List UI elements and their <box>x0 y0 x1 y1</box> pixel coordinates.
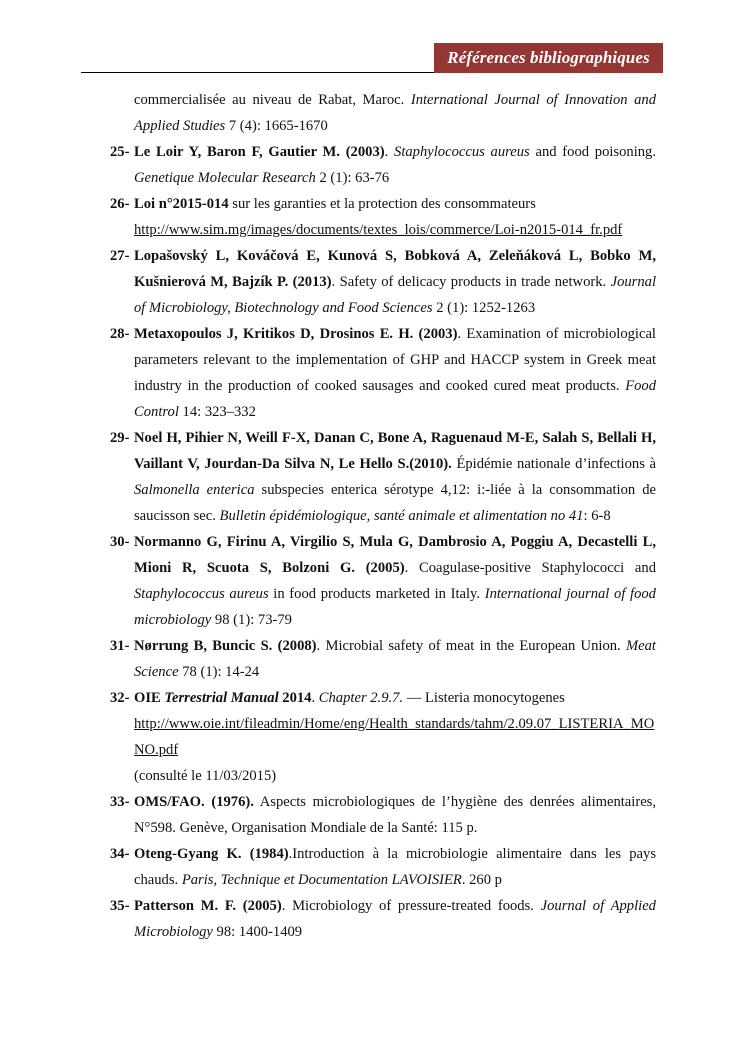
reference-31 <box>110 633 656 685</box>
reference-title-continued: subspecies enterica sérotype 4,12: i:-liée à la consommation de saucisson sec. <box>134 482 656 524</box>
reference-27 <box>110 243 656 321</box>
reference-number: 33- <box>110 794 130 810</box>
reference-title-italic: Staphylococcus aureus <box>394 144 530 160</box>
reference-title: . Safety of delicacy products in trade network. <box>331 274 607 290</box>
reference-number: 29- <box>110 430 130 446</box>
continuation-details: 7 (4): 1665-1670 <box>225 118 328 134</box>
reference-details: 2 (1): 63-76 <box>315 170 390 186</box>
reference-title-italic: Salmonella enterica <box>134 482 255 498</box>
reference-authors: Patterson M. F. (2005) <box>134 898 282 914</box>
reference-32 <box>110 685 656 789</box>
reference-number: 32- <box>110 690 130 706</box>
reference-journal: Bulletin épidémiologique, santé animale et alimentation no 41 <box>219 508 584 524</box>
reference-29 <box>110 425 656 529</box>
reference-journal: Journal of Microbiology, Biotechnology and Food Sciences <box>134 274 656 316</box>
reference-journal: International journal of food microbiology <box>134 586 656 628</box>
reference-journal: Genetique Molecular Research <box>134 170 316 186</box>
reference-journal: Paris, Technique et Documentation LAVOISIER <box>181 872 462 888</box>
reference-title: .Introduction à la microbiologie alimentaire dans les pays chauds. <box>134 846 656 888</box>
reference-title: . Examination of microbiological parameters relevant to the implementation of GHP and HACCP system in Greek meat industry in the production of cooked sausages and cooked cured meat products. <box>134 326 656 394</box>
continuation-text: commercialisée au niveau de Rabat, Maroc. <box>134 92 411 108</box>
reference-consulted: (consulté le 11/03/2015) <box>134 768 277 784</box>
reference-number: 27- <box>110 248 130 264</box>
section-title: Références bibliographiques <box>434 43 663 73</box>
reference-details: 98: 1400-1409 <box>212 924 303 940</box>
reference-title: Aspects microbiologiques de l’hygiène des denrées alimentaires, N°598. Genève, Organisation Mondiale de la Santé: 115 p. <box>134 794 657 836</box>
reference-33 <box>110 789 656 841</box>
reference-details: 98 (1): 73-79 <box>211 612 292 628</box>
reference-title: . Microbial safety of meat in the European Union. <box>316 638 626 654</box>
reference-separator: . <box>311 690 319 706</box>
reference-chapter: Chapter 2.9.7. <box>318 690 404 706</box>
reference-authors-italic: Terrestrial Manual <box>164 690 279 706</box>
reference-authors: Nørrung B, Buncic S. (2008) <box>134 638 317 654</box>
reference-number: 28- <box>110 326 130 342</box>
reference-journal: Meat Science <box>134 638 656 680</box>
reference-details: . 260 p <box>461 872 502 888</box>
reference-url-link[interactable] <box>134 711 656 763</box>
reference-35 <box>110 893 656 945</box>
reference-journal: Food Control <box>134 378 656 420</box>
reference-number: 31- <box>110 638 130 654</box>
reference-continuation <box>110 87 656 139</box>
reference-28 <box>110 321 656 425</box>
reference-30 <box>110 529 656 633</box>
reference-number: 25- <box>110 144 130 160</box>
reference-25 <box>110 139 656 191</box>
reference-authors: Oteng-Gyang K. (1984) <box>134 846 289 862</box>
reference-authors: Loi n°2015-014 <box>134 196 229 212</box>
reference-authors: OIE <box>134 690 165 706</box>
continuation-journal: International Journal of Innovation and Applied Studies <box>134 92 656 134</box>
header-rule <box>81 72 434 73</box>
reference-number: 26- <box>110 196 130 212</box>
reference-authors: Metaxopoulos J, Kritikos D, Drosinos E. H. (2003) <box>134 326 458 342</box>
reference-title: — Listeria monocytogenes <box>403 690 565 706</box>
reference-number: 34- <box>110 846 130 862</box>
reference-title: . Coagulase-positive Staphylococci and <box>404 560 656 576</box>
reference-authors: Le Loir Y, Baron F, Gautier M. (2003) <box>134 144 385 160</box>
reference-separator: . <box>384 144 395 160</box>
reference-authors: OMS/FAO. (1976). <box>134 794 254 810</box>
reference-34 <box>110 841 656 893</box>
reference-details: 2 (1): 1252-1263 <box>432 300 536 316</box>
reference-title: . Microbiology of pressure-treated foods. <box>281 898 541 914</box>
reference-title: Épidémie nationale d’infections à <box>451 456 657 472</box>
reference-number: 35- <box>110 898 130 914</box>
reference-year: 2014 <box>278 690 312 706</box>
reference-list <box>110 87 656 945</box>
reference-title: sur les garanties et la protection des consommateurs <box>228 196 536 212</box>
reference-26 <box>110 191 656 243</box>
reference-journal: Journal of Applied Microbiology <box>134 898 656 940</box>
reference-details: 14: 323–332 <box>178 404 256 420</box>
reference-title: and food poisoning. <box>529 144 657 160</box>
reference-url-text[interactable]: http://www.oie.int/fileadmin/Home/eng/Health_standards/tahm/2.09.07_LISTERIA_MONO.pdf <box>134 716 655 758</box>
reference-number: 30- <box>110 534 130 550</box>
reference-title-italic: Staphylococcus aureus <box>134 586 269 602</box>
reference-details: 78 (1): 14-24 <box>178 664 260 680</box>
reference-details: : 6-8 <box>583 508 611 524</box>
reference-title-continued: in food products marketed in Italy. <box>268 586 485 602</box>
reference-authors: Normanno G, Firinu A, Virgilio S, Mula G, Dambrosio A, Poggiu A, Decastelli L, Mioni R, Scuota S, Bolzoni G. (2005) <box>134 534 656 576</box>
reference-authors: Noel H, Pihier N, Weill F-X, Danan C, Bone A, Raguenaud M-E, Salah S, Bellali H, Vaillant V, Jourdan-Da Silva N, Le Hello S.(2010). <box>134 430 656 472</box>
reference-authors: Lopašovský L, Kováčová E, Kunová S, Bobková A, Zeleňáková L, Bobko M, Kušnierová M, Bajzík P. (2013) <box>134 248 656 290</box>
reference-url-link[interactable]: http://www.sim.mg/images/documents/textes_lois/commerce/Loi-n2015-014_fr.pdf <box>134 222 623 238</box>
